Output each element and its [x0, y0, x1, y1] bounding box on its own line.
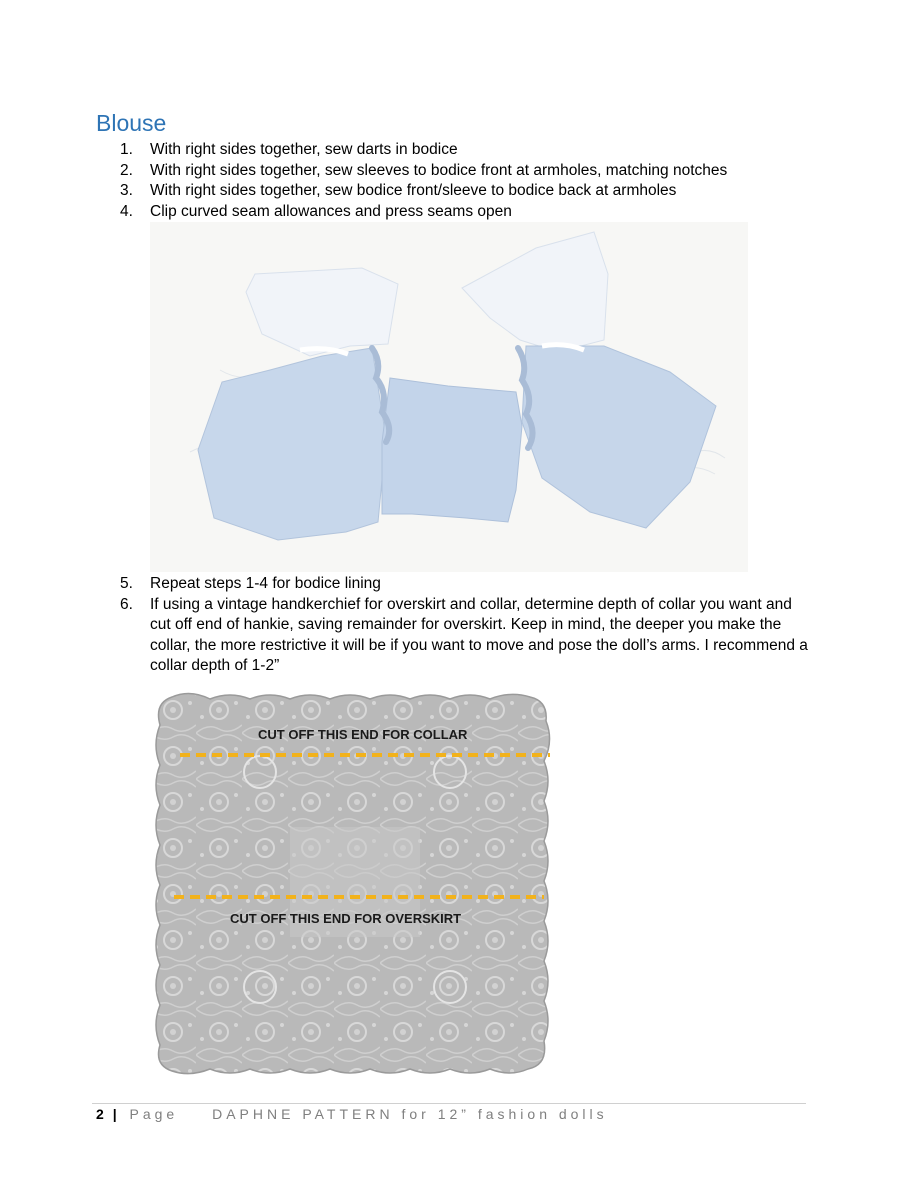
bodice-sleeves-photo — [150, 222, 748, 572]
step-text: With right sides together, sew darts in bodice — [150, 141, 458, 158]
step-number: 4. — [120, 202, 133, 220]
step-text: With right sides together, sew sleeves to bodice front at armholes, matching notches — [150, 161, 728, 179]
steps-list-a — [120, 140, 810, 222]
list-item — [120, 140, 810, 161]
list-item — [120, 574, 810, 595]
step-number: 3. — [120, 182, 133, 199]
handkerchief-illustration — [150, 687, 560, 1083]
list-item — [120, 181, 810, 202]
overskirt-cut-label: CUT OFF THIS END FOR OVERSKIRT — [230, 911, 462, 926]
document-title: DAPHNE PATTERN for 12” fashion dolls — [212, 1106, 608, 1122]
footer-divider — [92, 1103, 806, 1104]
footer-separator: | — [112, 1106, 118, 1122]
step-text: With right sides together, sew bodice front/sleeve to bodice back at armholes — [150, 182, 677, 199]
list-item — [120, 161, 810, 182]
page-number: 2 — [96, 1106, 105, 1122]
list-item — [120, 202, 810, 223]
steps-list-b — [120, 574, 810, 677]
collar-cut-label: CUT OFF THIS END FOR COLLAR — [258, 727, 468, 742]
step-number: 1. — [120, 141, 133, 158]
step-number: 6. — [120, 595, 133, 613]
list-item — [120, 595, 810, 677]
page-word: Page — [129, 1106, 179, 1122]
step-text: If using a vintage handkerchief for overskirt and collar, determine depth of collar you want and cut off end of hankie, saving remainder for overskirt. Keep in mind, the deeper you make the collar, the more restrictive it will be if you want to move and pose the doll’s arms. I recommend a collar depth of 1-2” — [150, 595, 808, 674]
step-number: 5. — [120, 575, 133, 592]
section-heading: Blouse — [96, 110, 167, 136]
step-text: Repeat steps 1-4 for bodice lining — [150, 575, 381, 592]
handkerchief-photo — [150, 687, 560, 1083]
page-footer — [96, 1106, 608, 1122]
bodice-sleeves-illustration — [150, 222, 748, 572]
step-number: 2. — [120, 161, 133, 179]
step-text: Clip curved seam allowances and press seams open — [150, 202, 512, 220]
